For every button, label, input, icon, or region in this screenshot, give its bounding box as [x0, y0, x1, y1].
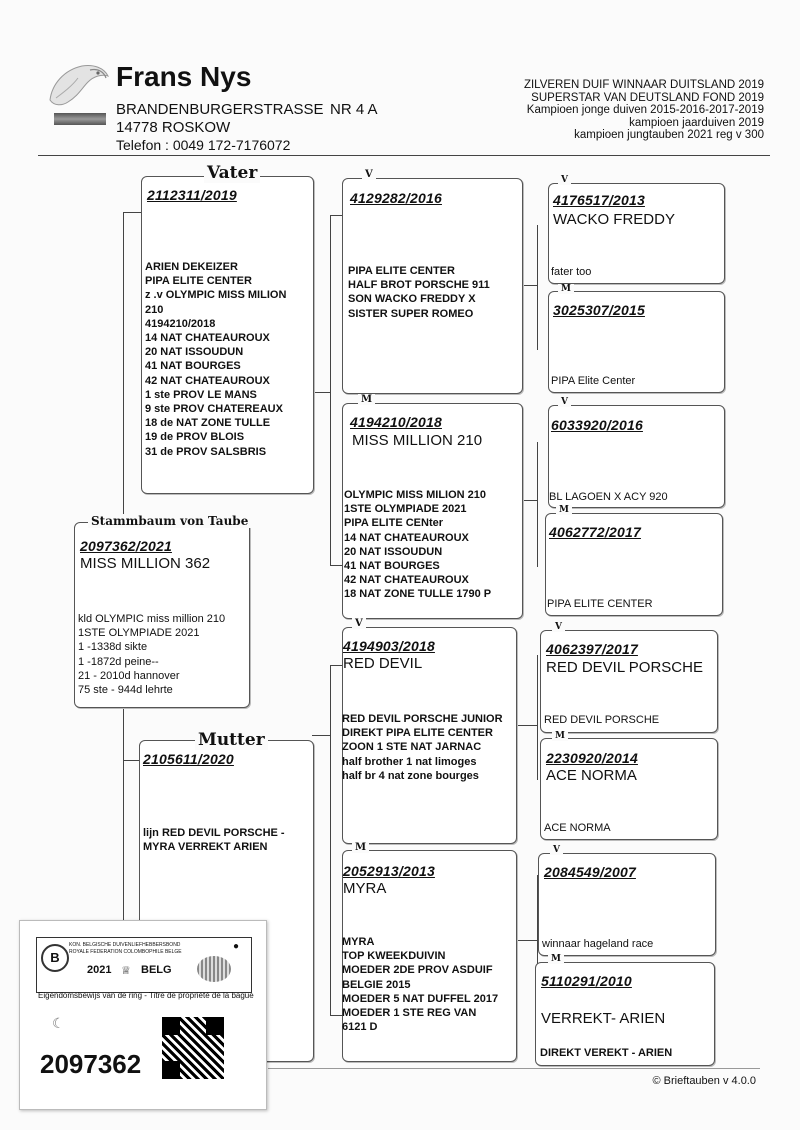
footer-copyright: © Brieftauben v 4.0.0	[652, 1075, 756, 1087]
header-divider	[38, 155, 770, 156]
subject-info: kld OLYMPIC miss million 210 1STE OLYMPIADE 2021 1 -1338d sikte 1 -1872d peine-- 21 - 2010d hannover 75 ste - 944d lehrte	[78, 613, 226, 697]
mff-info: RED DEVIL PORSCHE	[544, 714, 660, 726]
mutter-label: Mutter	[195, 730, 268, 750]
mmm-ring: 5110291/2010	[541, 973, 632, 989]
mf-info: RED DEVIL PORSCHE JUNIOR DIREKT PIPA ELITE CENTER ZOON 1 STE NAT JARNAC half brother 1 nat limoges half br 4 nat zone bourges	[342, 713, 503, 782]
stammbaum-label: Stammbaum von Taube	[88, 514, 251, 528]
mfm-info: ACE NORMA	[544, 822, 611, 834]
city: 14778 ROSKOW	[116, 119, 231, 136]
mother-info: lijn RED DEVIL PORSCHE - MYRA VERREKT ARIEN	[143, 827, 285, 854]
m-label-fm: M	[358, 394, 375, 405]
fm-name: MISS MILLION 210	[352, 432, 483, 449]
mfm-name: ACE NORMA	[546, 767, 637, 784]
globe-icon	[197, 956, 231, 982]
ff-ring: 4129282/2016	[350, 190, 442, 206]
mmm-info: DIREKT VEREKT - ARIEN	[540, 1047, 673, 1059]
m-label-mfm: M	[552, 731, 568, 741]
achievement-1: ZILVEREN DUIF WINNAAR DUITSLAND 2019	[523, 79, 764, 91]
card-header	[36, 937, 252, 993]
ffm-info: PIPA Elite Center	[551, 375, 636, 387]
mff-name: RED DEVIL PORSCHE	[546, 659, 703, 676]
v-label-fff: V	[558, 175, 571, 185]
footer-divider	[268, 1068, 760, 1069]
breeder-name: Frans Nys	[116, 61, 252, 92]
crown-icon: ♕	[121, 965, 131, 977]
fmm-ring: 4062772/2017	[549, 524, 641, 540]
card-org-nl: KON. BELGISCHE DUIVENLIEFHEBBERSBOND	[69, 942, 181, 948]
qr-code-icon	[162, 1017, 224, 1079]
mff-ring: 4062397/2017	[546, 641, 638, 657]
m-label-mmm: M	[548, 954, 564, 964]
father-info: ARIEN DEKEIZER PIPA ELITE CENTER z .v OLYMPIC MISS MILION 210 4194210/2018 14 NAT CHATEAUROUX 20 NAT ISSOUDUN 41 NAT BOURGES 42 NAT CHATEAUROUX 1 ste PROV LE MANS 9 ste PROV CHATEREAUX 18 de NAT ZONE TULLE 19 de PROV BLOIS 31 de PROV SALSBRIS	[145, 261, 287, 458]
card-country: BELG	[141, 964, 172, 976]
achievement-2: SUPERSTAR VAN DEUTSLAND FOND 2019	[531, 91, 764, 104]
vater-label: Vater	[204, 163, 260, 183]
pigeon-logo-icon	[42, 56, 114, 118]
ffm-ring: 3025307/2015	[553, 302, 645, 318]
fff-name: WACKO FREDDY	[553, 211, 675, 228]
v-label-mf: V	[352, 618, 366, 629]
father-ring: 2112311/2019	[147, 187, 237, 203]
fmf-info: BL LAGOEN X ACY 920	[549, 491, 668, 503]
mfm-ring: 2230920/2014	[546, 750, 638, 766]
achievements	[524, 79, 764, 142]
achievement-3: Kampioen jonge duiven 2015-2016-2017-2019	[526, 104, 764, 116]
fm-info: OLYMPIC MISS MILION 210 1STE OLYMPIADE 2021 PIPA ELITE CENter 14 NAT CHATEAUROUX 20 NAT ISSOUDUN 41 NAT BOURGES 42 NAT CHATEAUROUX 18 NAT ZONE TULLE 1790 P	[344, 489, 492, 601]
m-label-fmm: M	[556, 505, 572, 515]
v-label-fmf: V	[558, 397, 571, 407]
v-label-mff: V	[552, 622, 565, 632]
v-label-mmf: V	[550, 845, 563, 855]
subject-ring: 2097362/2021	[80, 538, 172, 554]
mf-name: RED DEVIL	[343, 655, 423, 672]
m-label-mm: M	[352, 842, 369, 853]
logo-stripe	[54, 113, 106, 125]
card-title: Eigendomsbewijs van de ring - Titre de propriété de la bague	[38, 991, 254, 1000]
house-number: NR 4 A	[330, 101, 378, 118]
ff-info: PIPA ELITE CENTER HALF BROT PORSCHE 911 SON WACKO FREDDY X SISTER SUPER ROMEO	[348, 265, 490, 320]
achievement-4: kampioen jaarduiven 2019	[629, 116, 764, 129]
mother-ring: 2105611/2020	[143, 751, 234, 767]
card-year: 2021	[87, 964, 112, 976]
card-org-fr: ROYALE FEDERATION COLOMBOPHILE BELGE	[69, 949, 182, 955]
achievement-5: kampioen jungtauben 2021 reg v 300	[574, 129, 764, 141]
phone: Telefon : 0049 172-7176072	[116, 137, 291, 153]
moon-icon: ☾	[52, 1015, 65, 1031]
mm-name: MYRA	[343, 880, 387, 897]
m-label-ffm: M	[558, 284, 574, 294]
street: BRANDENBURGERSTRASSE	[116, 101, 324, 118]
subject-name: MISS MILLION 362	[80, 555, 211, 572]
mm-info: MYRA TOP KWEEKDUIVIN MOEDER 2DE PROV ASDUIF BELGIE 2015 MOEDER 5 NAT DUFFEL 2017 MOEDER 1 STE REG VAN 6121 D	[342, 936, 499, 1034]
mmf-ring: 2084549/2007	[544, 864, 636, 880]
federation-logo-icon: B	[41, 944, 69, 972]
pigeon-small-icon: ●	[233, 941, 240, 952]
v-label-ff: V	[362, 169, 376, 180]
mm-ring: 2052913/2013	[343, 863, 435, 879]
mmm-name: VERREKT- ARIEN	[541, 1010, 666, 1027]
fff-ring: 4176517/2013	[553, 192, 645, 208]
card-ring-number: 2097362	[40, 1049, 142, 1079]
mf-ring: 4194903/2018	[343, 638, 435, 654]
fmm-info: PIPA ELITE CENTER	[547, 598, 653, 610]
ring-ownership-card	[19, 920, 267, 1110]
fm-ring: 4194210/2018	[350, 414, 442, 430]
mmf-info: winnaar hageland race	[542, 938, 654, 950]
fff-info: fater too	[551, 266, 592, 278]
fmf-ring: 6033920/2016	[551, 417, 643, 433]
